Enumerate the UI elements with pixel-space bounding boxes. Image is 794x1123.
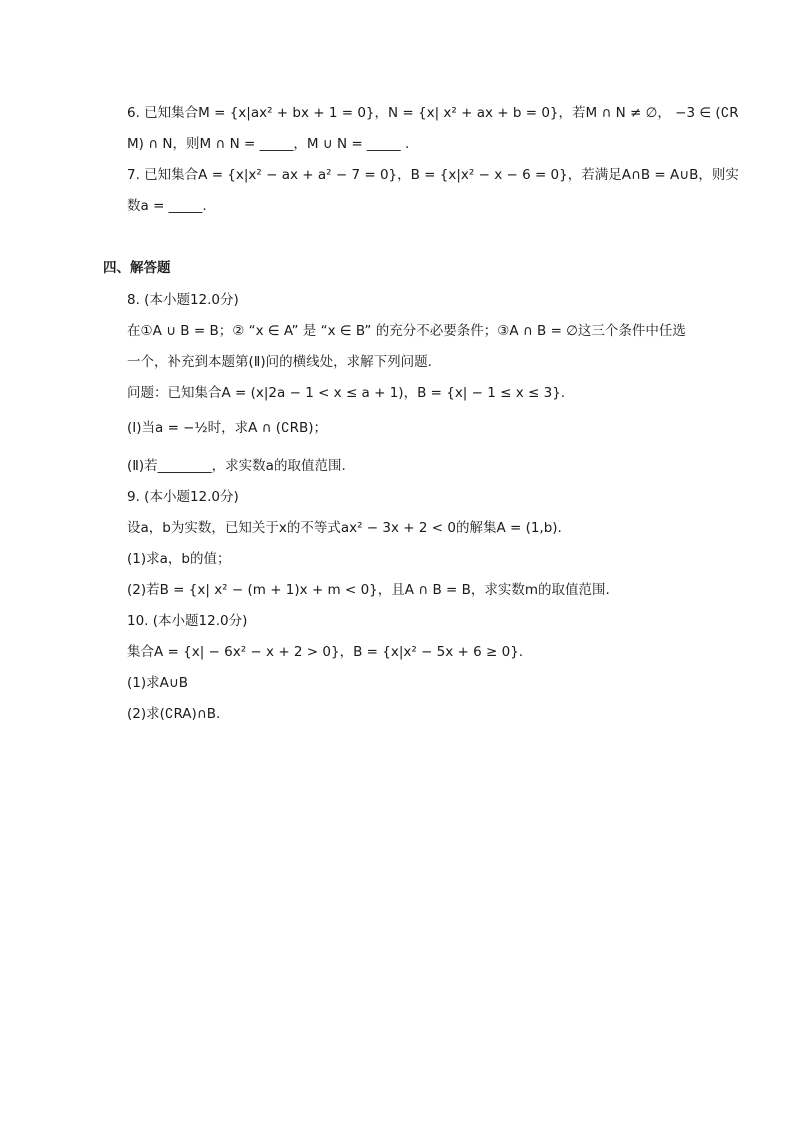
question-8-line-2: 一个，补充到本题第(Ⅱ)问的横线处，求解下列问题.: [127, 354, 432, 370]
question-9-part-2: (2)若B = {x| x² − (m + 1)x + m < 0}，且A ∩ B = B，求实数m的取值范围.: [127, 582, 610, 598]
question-9-header: 9. (本小题12.0分): [127, 489, 239, 505]
question-9-part-1: (1)求a，b的值；: [127, 551, 231, 567]
question-8-line-3: 问题：已知集合A = (x|2a − 1 < x ≤ a + 1)，B = {x| − 1 ≤ x ≤ 3}.: [127, 385, 566, 401]
question-8-line-1: 在①A ∪ B = B；② “x ∈ A” 是 “x ∈ B” 的充分不必要条件；③A ∩ B = ∅这三个条件中任选: [127, 323, 686, 339]
question-6-line-2: M) ∩ N，则M ∩ N = _____，M ∪ N = _____ .: [127, 136, 410, 152]
question-10-part-2: (2)求(∁RA)∩B.: [127, 706, 221, 722]
question-7-line-1: 7. 已知集合A = {x|x² − ax + a² − 7 = 0}，B = {x|x² − x − 6 = 0}，若满足A∩B = A∪B，则实: [127, 167, 739, 183]
question-6-line-1: 6. 已知集合M = {x|ax² + bx + 1 = 0}，N = {x| x² + ax + b = 0}，若M ∩ N ≠ ∅， −3 ∈ (∁R: [127, 105, 739, 121]
question-8-header: 8. (本小题12.0分): [127, 292, 239, 308]
question-9-line-1: 设a，b为实数，已知关于x的不等式ax² − 3x + 2 < 0的解集A = (1,b).: [127, 520, 562, 536]
question-10-line-1: 集合A = {x| − 6x² − x + 2 > 0}，B = {x|x² − 5x + 6 ≥ 0}.: [127, 644, 524, 660]
question-10-header: 10. (本小题12.0分): [127, 613, 248, 629]
question-8-part-1: (Ⅰ)当a = −½时，求A ∩ (∁RB)；: [127, 420, 328, 436]
question-7-line-2: 数a = _____.: [127, 198, 207, 214]
section-title: 四、解答题: [103, 260, 171, 276]
question-8-part-2: (Ⅱ)若________，求实数a的取值范围.: [127, 458, 346, 474]
question-10-part-1: (1)求A∪B: [127, 675, 189, 691]
